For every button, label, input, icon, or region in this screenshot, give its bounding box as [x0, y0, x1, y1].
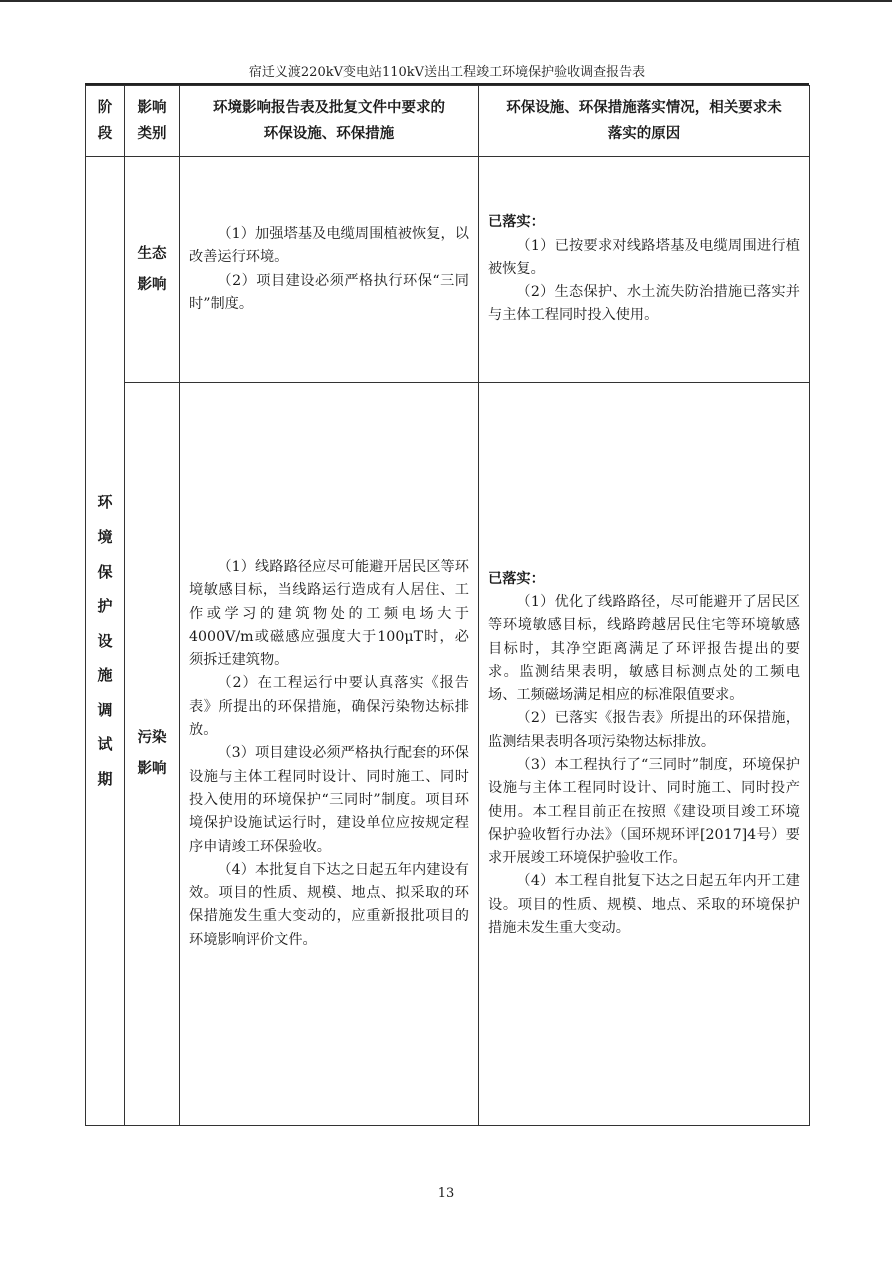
requirement-item: （2）项目建设必须严格执行环保“三同时”制度。 — [189, 272, 469, 312]
column-header-category: 影响 类别 — [125, 86, 180, 157]
scan-top-edge — [0, 0, 892, 2]
page-number: 13 — [437, 1186, 455, 1201]
requirement-item: （1）加强塔基及电缆周围植被恢复，以改善运行环境。 — [189, 225, 469, 266]
requirements-cell-pollution — [180, 383, 479, 1126]
implementation-cell-pollution — [479, 383, 810, 1126]
status-label: 已落实： — [488, 570, 545, 587]
implementation-item: （1）优化了线路路径，尽可能避开了居民区等环境敏感目标，线路跨越居民住宅等环境敏感目标时，其净空距离满足了环评报告提出的要求。监测结果表明，敏感目标测点处的工频电场、工频磁场满足相应的标准限值要求。 — [488, 593, 800, 704]
requirement-item: （4）本批复自下达之日起五年内建设有效。项目的性质、规模、地点、拟采取的环保措施发生重大变动的，应重新报批项目的环境影响评价文件。 — [189, 861, 469, 948]
implementation-item: （2）生态保护、水土流失防治措施已落实并与主体工程同时投入使用。 — [488, 284, 800, 324]
implementation-item: （4）本工程自批复下达之日起五年内开工建设。项目的性质、规模、地点、采取的环境保护措施未发生重大变动。 — [488, 873, 800, 937]
column-header-requirements: 环境影响报告表及批复文件中要求的 环保设施、环保措施 — [180, 86, 479, 157]
table-row-ecological — [86, 157, 810, 383]
implementation-item: （2）已落实《报告表》所提出的环保措施，监测结果表明各项污染物达标排放。 — [488, 710, 800, 750]
requirement-item: （1）线路路径应尽可能避开居民区等环境敏感目标，当线路运行造成有人居住、工作或学习的建筑物处的工频电场大于4000V/m或磁感应强度大于100μT时，必须拆迁建筑物。 — [189, 558, 469, 669]
column-header-implementation: 环保设施、环保措施落实情况，相关要求未 落实的原因 — [479, 86, 810, 157]
category-cell-pollution: 污染 影响 — [125, 383, 180, 1126]
stage-cell: 环 境 保 护 设 施 调 试 期 — [86, 157, 125, 1126]
table-header-row — [86, 86, 810, 157]
requirement-item: （2）在工程运行中要认真落实《报告表》所提出的环保措施，确保污染物达标排放。 — [189, 675, 469, 739]
implementation-item: （3）本工程执行了“三同时”制度，环境保护设施与主体工程同时设计、同时施工、同时投产使用。本工程目前正在按照《建设项目竣工环境保护验收暂行办法》（国环规环评[2017]4号）要求开展竣工环境保护验收工作。 — [488, 757, 800, 867]
category-cell-ecological: 生态 影响 — [125, 157, 180, 383]
status-label: 已落实： — [488, 214, 545, 231]
table-row-pollution — [86, 383, 810, 1126]
implementation-item: （1）已按要求对线路塔基及电缆周围进行植被恢复。 — [488, 237, 800, 277]
implementation-cell-ecological — [479, 157, 810, 383]
running-header: 宿迁义渡220kV变电站110kV送出工程竣工环境保护验收调查报告表 — [248, 65, 646, 80]
requirement-item: （3）项目建设必须严格执行配套的环保设施与主体工程同时设计、同时施工、同时投入使用的环境保护“三同时”制度。项目环境保护设施试运行时，建设单位应按规定程序申请竣工环保验收。 — [189, 745, 469, 855]
column-header-stage: 阶 段 — [86, 86, 125, 157]
requirements-cell-ecological — [180, 157, 479, 383]
acceptance-table — [85, 85, 810, 1126]
